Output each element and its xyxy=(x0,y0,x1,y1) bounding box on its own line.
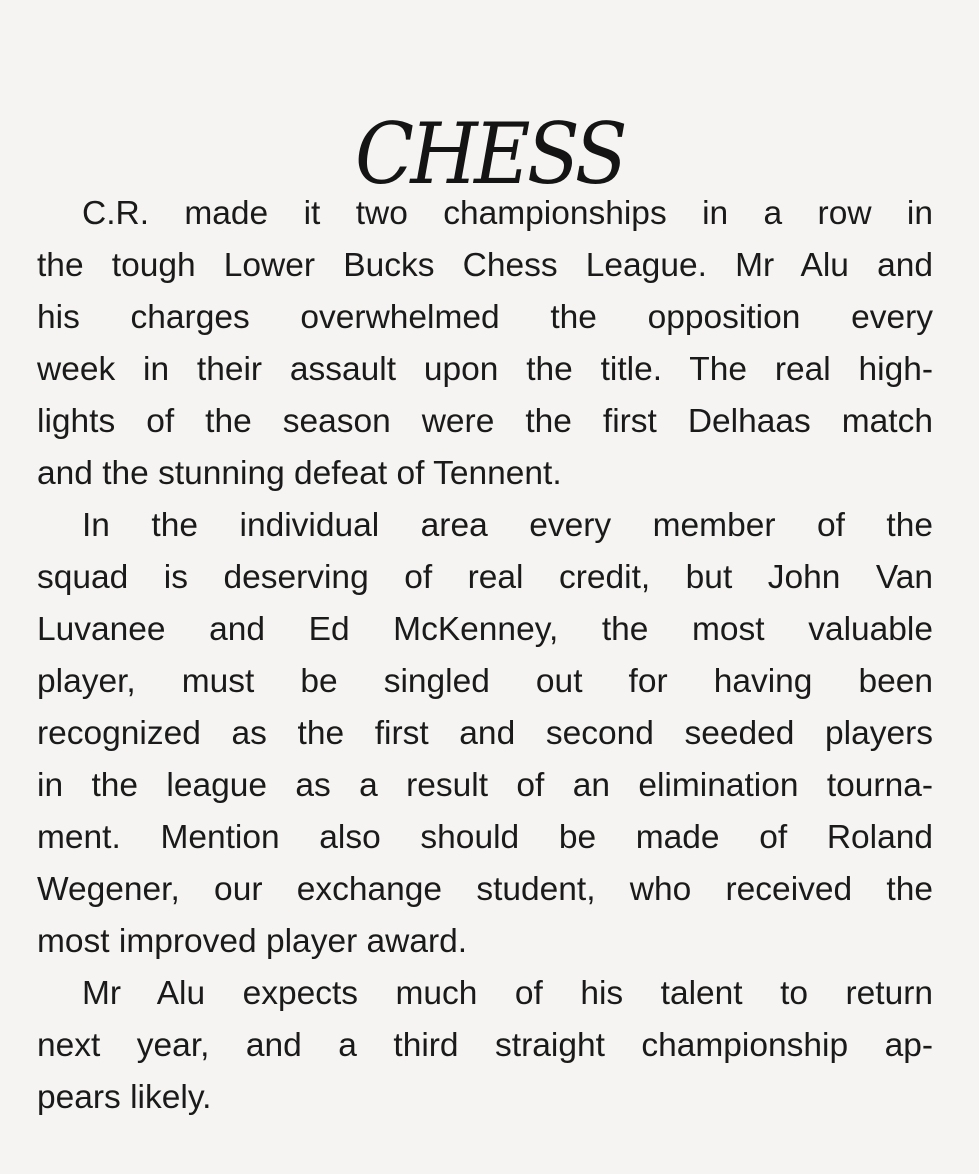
text-line: Mr Alu expects much of his talent to return xyxy=(82,975,933,1012)
paragraph-2 xyxy=(37,500,933,968)
text-line: in the league as a result of an elimination tourna- xyxy=(37,767,933,804)
text-line: recognized as the first and second seeded players xyxy=(37,715,933,752)
text-line: his charges overwhelmed the opposition every xyxy=(37,299,933,336)
text-line: most improved player award. xyxy=(37,923,468,960)
text-line: lights of the season were the first Delhaas match xyxy=(37,403,933,440)
text-line: and the stunning defeat of Tennent. xyxy=(37,455,562,492)
text-line: ment. Mention also should be made of Roland xyxy=(37,819,933,856)
text-line: pears likely. xyxy=(37,1079,212,1116)
text-line: Wegener, our exchange student, who received the xyxy=(37,871,933,908)
text-line: the tough Lower Bucks Chess League. Mr Alu and xyxy=(37,247,933,284)
text-line: squad is deserving of real credit, but John Van xyxy=(37,559,933,596)
text-line: Luvanee and Ed McKenney, the most valuable xyxy=(37,611,933,648)
article-body xyxy=(37,188,933,1124)
paragraph-3 xyxy=(37,968,933,1124)
text-line: C.R. made it two championships in a row in xyxy=(82,195,933,232)
text-line: player, must be singled out for having been xyxy=(37,663,933,700)
page-title: CHESS xyxy=(354,105,625,204)
paragraph-1 xyxy=(37,188,933,500)
text-line: In the individual area every member of the xyxy=(82,507,933,544)
text-line: week in their assault upon the title. The real high- xyxy=(37,351,933,388)
text-line: next year, and a third straight championship ap- xyxy=(37,1027,933,1064)
